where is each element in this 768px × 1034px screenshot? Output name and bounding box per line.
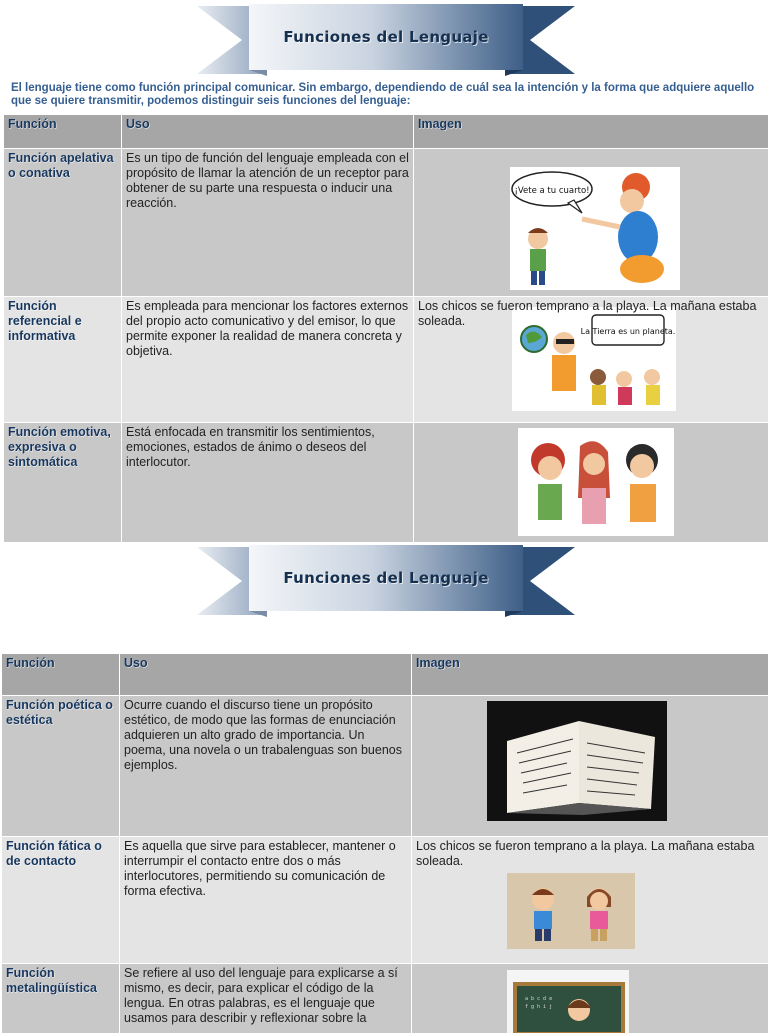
table-row xyxy=(2,964,768,1034)
table-row xyxy=(2,837,768,964)
function-image-cell xyxy=(414,423,768,543)
function-image-cell xyxy=(414,149,768,297)
table-row xyxy=(2,696,768,837)
image-caption: Los chicos se fueron temprano a la playa. La mañana estaba soleada. xyxy=(416,839,764,869)
intro-paragraph: El lenguaje tiene como función principal comunicar. Sin embargo, dependiendo de cuál sea la intención y la forma que adquiere aquello que se quiere transmitir, podemos distinguir seis funciones del lenguaje: xyxy=(11,82,757,108)
function-use: Es aquella que sirve para establecer, mantener o interrumpir el contacto entre dos o más interlocutores, permitiendo su comunicación de forma efectiva. xyxy=(120,837,412,964)
header-imagen: Imagen xyxy=(414,115,768,149)
header-uso: Uso xyxy=(122,115,414,149)
functions-table-1 xyxy=(3,114,768,543)
function-image-cell xyxy=(414,297,768,423)
image-caption: Los chicos se fueron temprano a la playa. La mañana estaba soleada. xyxy=(418,299,764,329)
table-header-row xyxy=(2,654,768,696)
function-name: Función poética o estética xyxy=(2,696,120,837)
function-name: Función fática o de contacto xyxy=(2,837,120,964)
banner-title: Funciones del Lenguaje xyxy=(197,28,575,46)
function-image-cell xyxy=(412,964,768,1034)
function-name: Función emotiva, expresiva o sintomática xyxy=(4,423,122,543)
function-use: Ocurre cuando el discurso tiene un propósito estético, de modo que las formas de enunciación adquieren un alto grado de importancia. Un poema, una novela o un trabalenguas son buenos ejemplos. xyxy=(120,696,412,837)
banner-title: Funciones del Lenguaje xyxy=(197,569,575,587)
illustration-fatica xyxy=(507,873,635,949)
banner-middle xyxy=(197,545,575,617)
function-name: Función metalingüística xyxy=(2,964,120,1034)
function-use: Es un tipo de función del lenguaje empleada con el propósito de llamar la atención de un receptor para obtener de su parte una respuesta o inducir una reacción. xyxy=(122,149,414,297)
table-row xyxy=(4,423,768,543)
function-name: Función referencial e informativa xyxy=(4,297,122,423)
functions-table-2 xyxy=(1,653,768,1034)
svg-text:a b c d e: a b c d e xyxy=(525,996,552,1002)
header-uso: Uso xyxy=(120,654,412,696)
banner-top xyxy=(197,4,575,76)
table-row xyxy=(4,149,768,297)
bubble-text: ¡Vete a tu cuarto! xyxy=(514,186,589,196)
illustration-poetica xyxy=(487,701,667,821)
svg-text:f g h i j: f g h i j xyxy=(525,1004,552,1010)
illustration-apelativa xyxy=(510,167,680,290)
function-use: Está enfocada en transmitir los sentimientos, emociones, estados de ánimo o deseos del interlocutor. xyxy=(122,423,414,543)
bubble-text: La Tierra es un planeta. xyxy=(581,327,676,336)
header-funcion: Función xyxy=(2,654,120,696)
function-use: Se refiere al uso del lenguaje para explicarse a sí mismo, es decir, para explicar el código de la lengua. En otras palabras, es el lenguaje que usamos para describir y reflexionar sobre la xyxy=(120,964,412,1034)
table-row xyxy=(4,297,768,423)
header-funcion: Función xyxy=(4,115,122,149)
function-name: Función apelativa o conativa xyxy=(4,149,122,297)
table-header-row xyxy=(4,115,768,149)
illustration-emotiva xyxy=(518,428,674,536)
function-use: Es empleada para mencionar los factores externos del propio acto comunicativo y del emisor, lo que permite exponer la realidad de manera concreta y objetiva. xyxy=(122,297,414,423)
function-image-cell xyxy=(412,837,768,964)
header-imagen: Imagen xyxy=(412,654,768,696)
function-image-cell xyxy=(412,696,768,837)
